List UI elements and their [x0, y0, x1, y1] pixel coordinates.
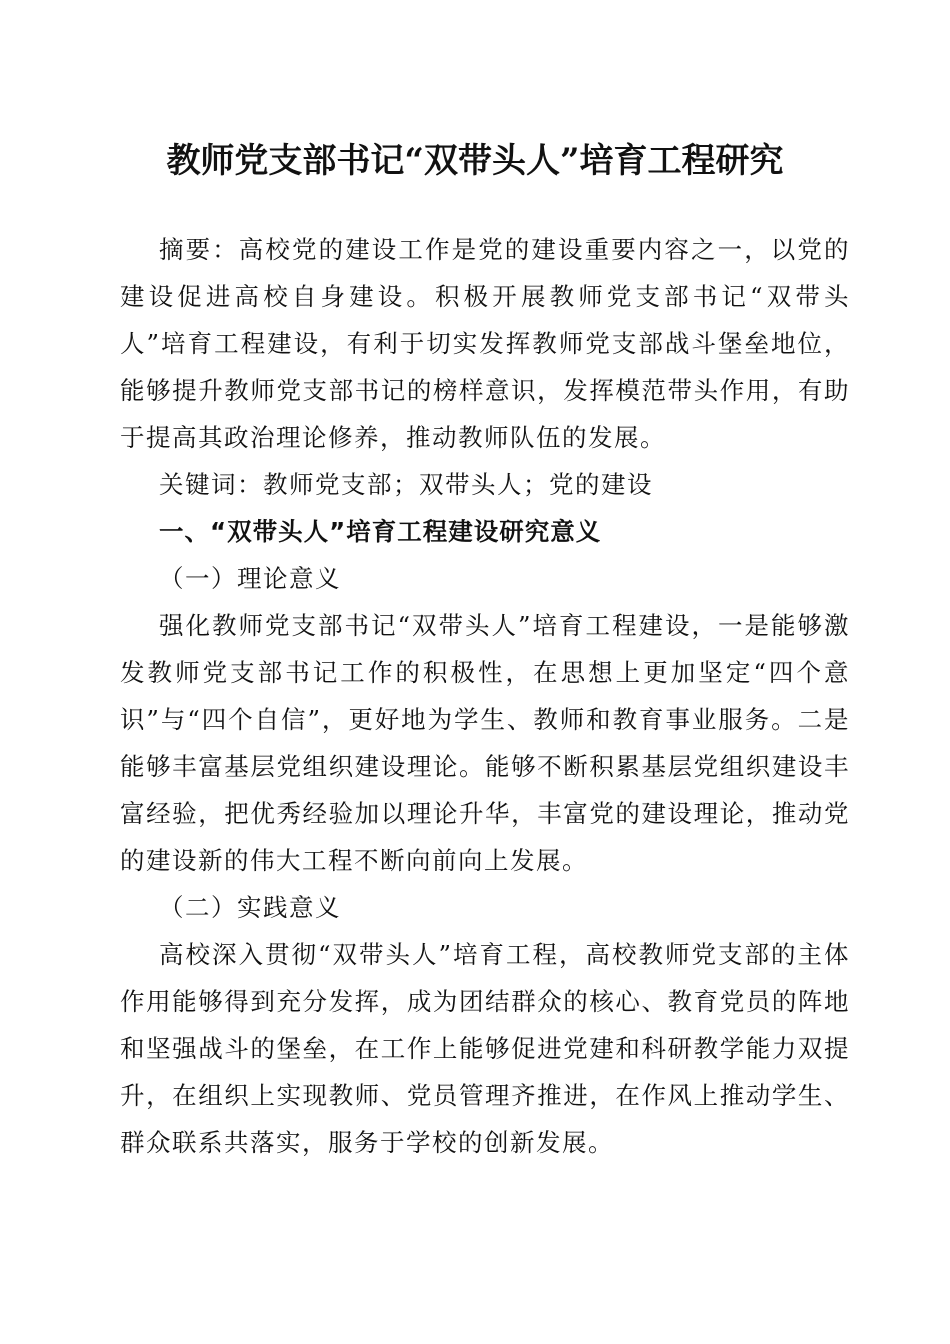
document-title: 教师党支部书记“双带头人”培育工程研究 [166, 141, 784, 181]
theory-paragraph: 强化教师党支部书记“双带头人”培育工程建设，一是能够激发教师党支部书记工作的积极性，在思想上更加坚定“四个意识”与“四个自信”，更好地为学生、教师和教育事业服务。二是能够丰富基层党组织建设理论。能够不断积累基层党组织建设丰富经验，把优秀经验加以理论升华，丰富党的建设理论，推动党的建设新的伟大工程不断向前向上发展。 [120, 611, 850, 875]
abstract-paragraph: 摘要：高校党的建设工作是党的建设重要内容之一，以党的建设促进高校自身建设。积极开展教师党支部书记“双带头人”培育工程建设，有利于切实发挥教师党支部战斗堡垒地位，能够提升教师党支部书记的榜样意识，发挥模范带头作用，有助于提高其政治理论修养，推动教师队伍的发展。 [120, 235, 850, 452]
document-body [120, 226, 850, 1166]
subsection-heading-practice: （二）实践意义 [159, 893, 341, 922]
subsection-heading-theory: （一）理论意义 [159, 564, 341, 593]
keywords-paragraph: 关键词：教师党支部；双带头人；党的建设 [159, 470, 653, 499]
practice-paragraph: 高校深入贯彻“双带头人”培育工程，高校教师党支部的主体作用能够得到充分发挥，成为团结群众的核心、教育党员的阵地和坚强战斗的堡垒，在工作上能够促进党建和科研教学能力双提升，在组织上实现教师、党员管理齐推进，在作风上推动学生、群众联系共落实，服务于学校的创新发展。 [120, 940, 850, 1157]
section-heading-1: 一、“双带头人”培育工程建设研究意义 [159, 517, 602, 546]
